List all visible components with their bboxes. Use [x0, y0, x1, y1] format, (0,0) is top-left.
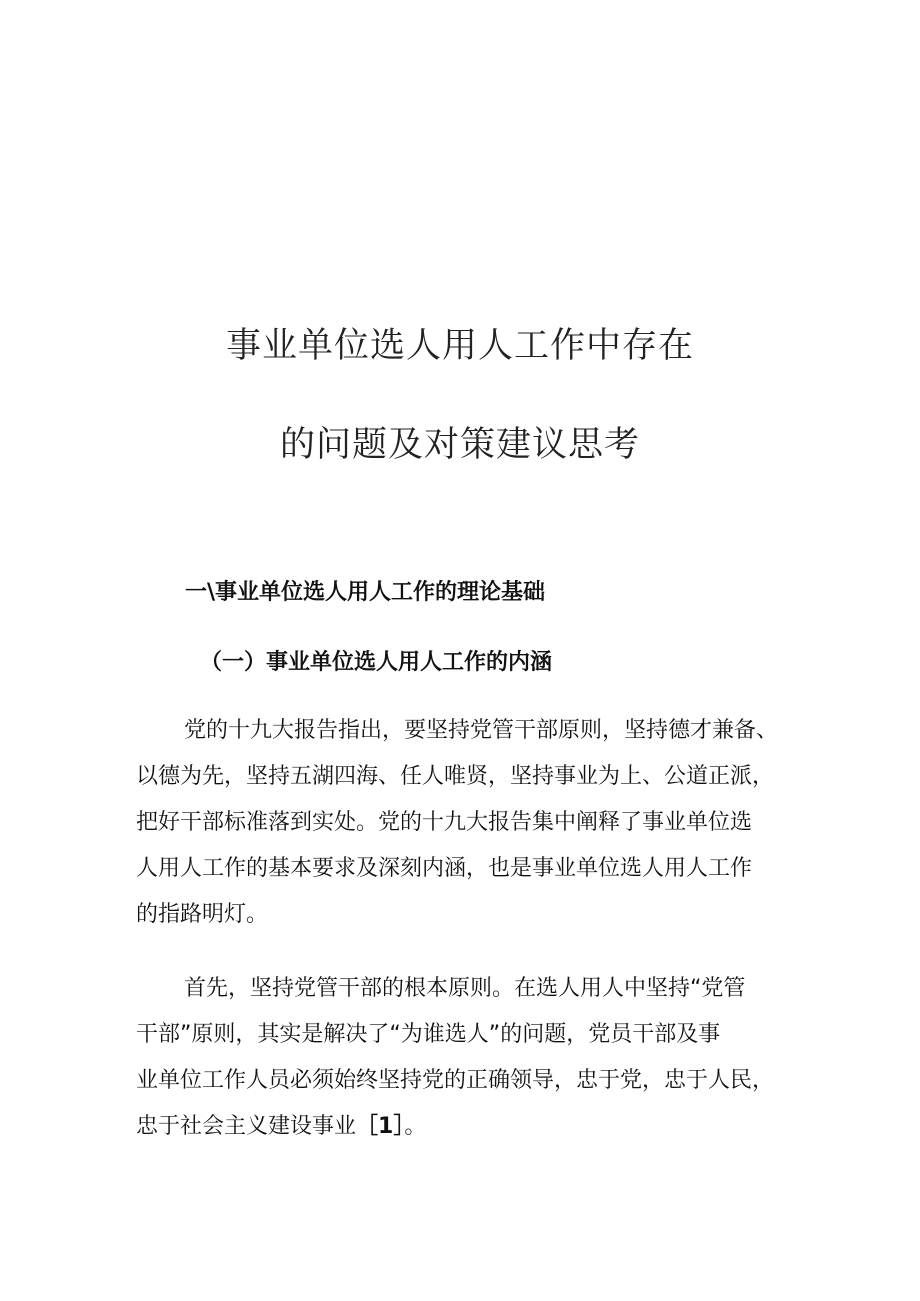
paragraph-2-line-2: 干部”原则，其实是解决了“为谁选人”的问题，党员干部及事 [136, 1022, 721, 1047]
document-title-line-2: 的问题及对策建议思考 [279, 425, 640, 465]
paragraph-2 [136, 966, 806, 1150]
paragraph-1-line-1: 党的十九大报告指出，要坚持党管干部原则，坚持德才兼备、 [184, 718, 779, 743]
paragraph-2-line-4 [136, 1104, 806, 1150]
paragraph-2-line-1: 首先，坚持党管干部的根本原则。在选人用人中坚持“党管 [184, 976, 746, 1001]
paragraph-1 [136, 708, 806, 938]
paragraph-1-line-5: 的指路明灯。 [136, 902, 269, 927]
paragraph-2-line-3: 业单位工作人员必须始终坚持党的正确领导，忠于党，忠于人民， [136, 1068, 775, 1093]
paragraph-2-line-4-end: 。 [404, 1114, 427, 1139]
citation-reference: ［1］ [356, 1114, 405, 1139]
paragraph-1-line-2: 以德为先，坚持五湖四海、任人唯贤，坚持事业为上、公道正派， [136, 764, 775, 789]
section-heading: 一\事业单位选人用人工作的理论基础 [185, 580, 546, 605]
paragraph-1-line-4: 人用人工作的基本要求及深刻内涵，也是事业单位选人用人工作 [136, 856, 753, 881]
subsection-heading: （一）事业单位选人用人工作的内涵 [200, 650, 553, 675]
paragraph-1-line-3: 把好干部标准落到实处。党的十九大报告集中阐释了事业单位选 [136, 810, 753, 835]
paragraph-2-line-4-text: 忠于社会主义建设事业 [136, 1114, 357, 1139]
document-title-line-1: 事业单位选人用人工作中存在 [225, 326, 694, 366]
